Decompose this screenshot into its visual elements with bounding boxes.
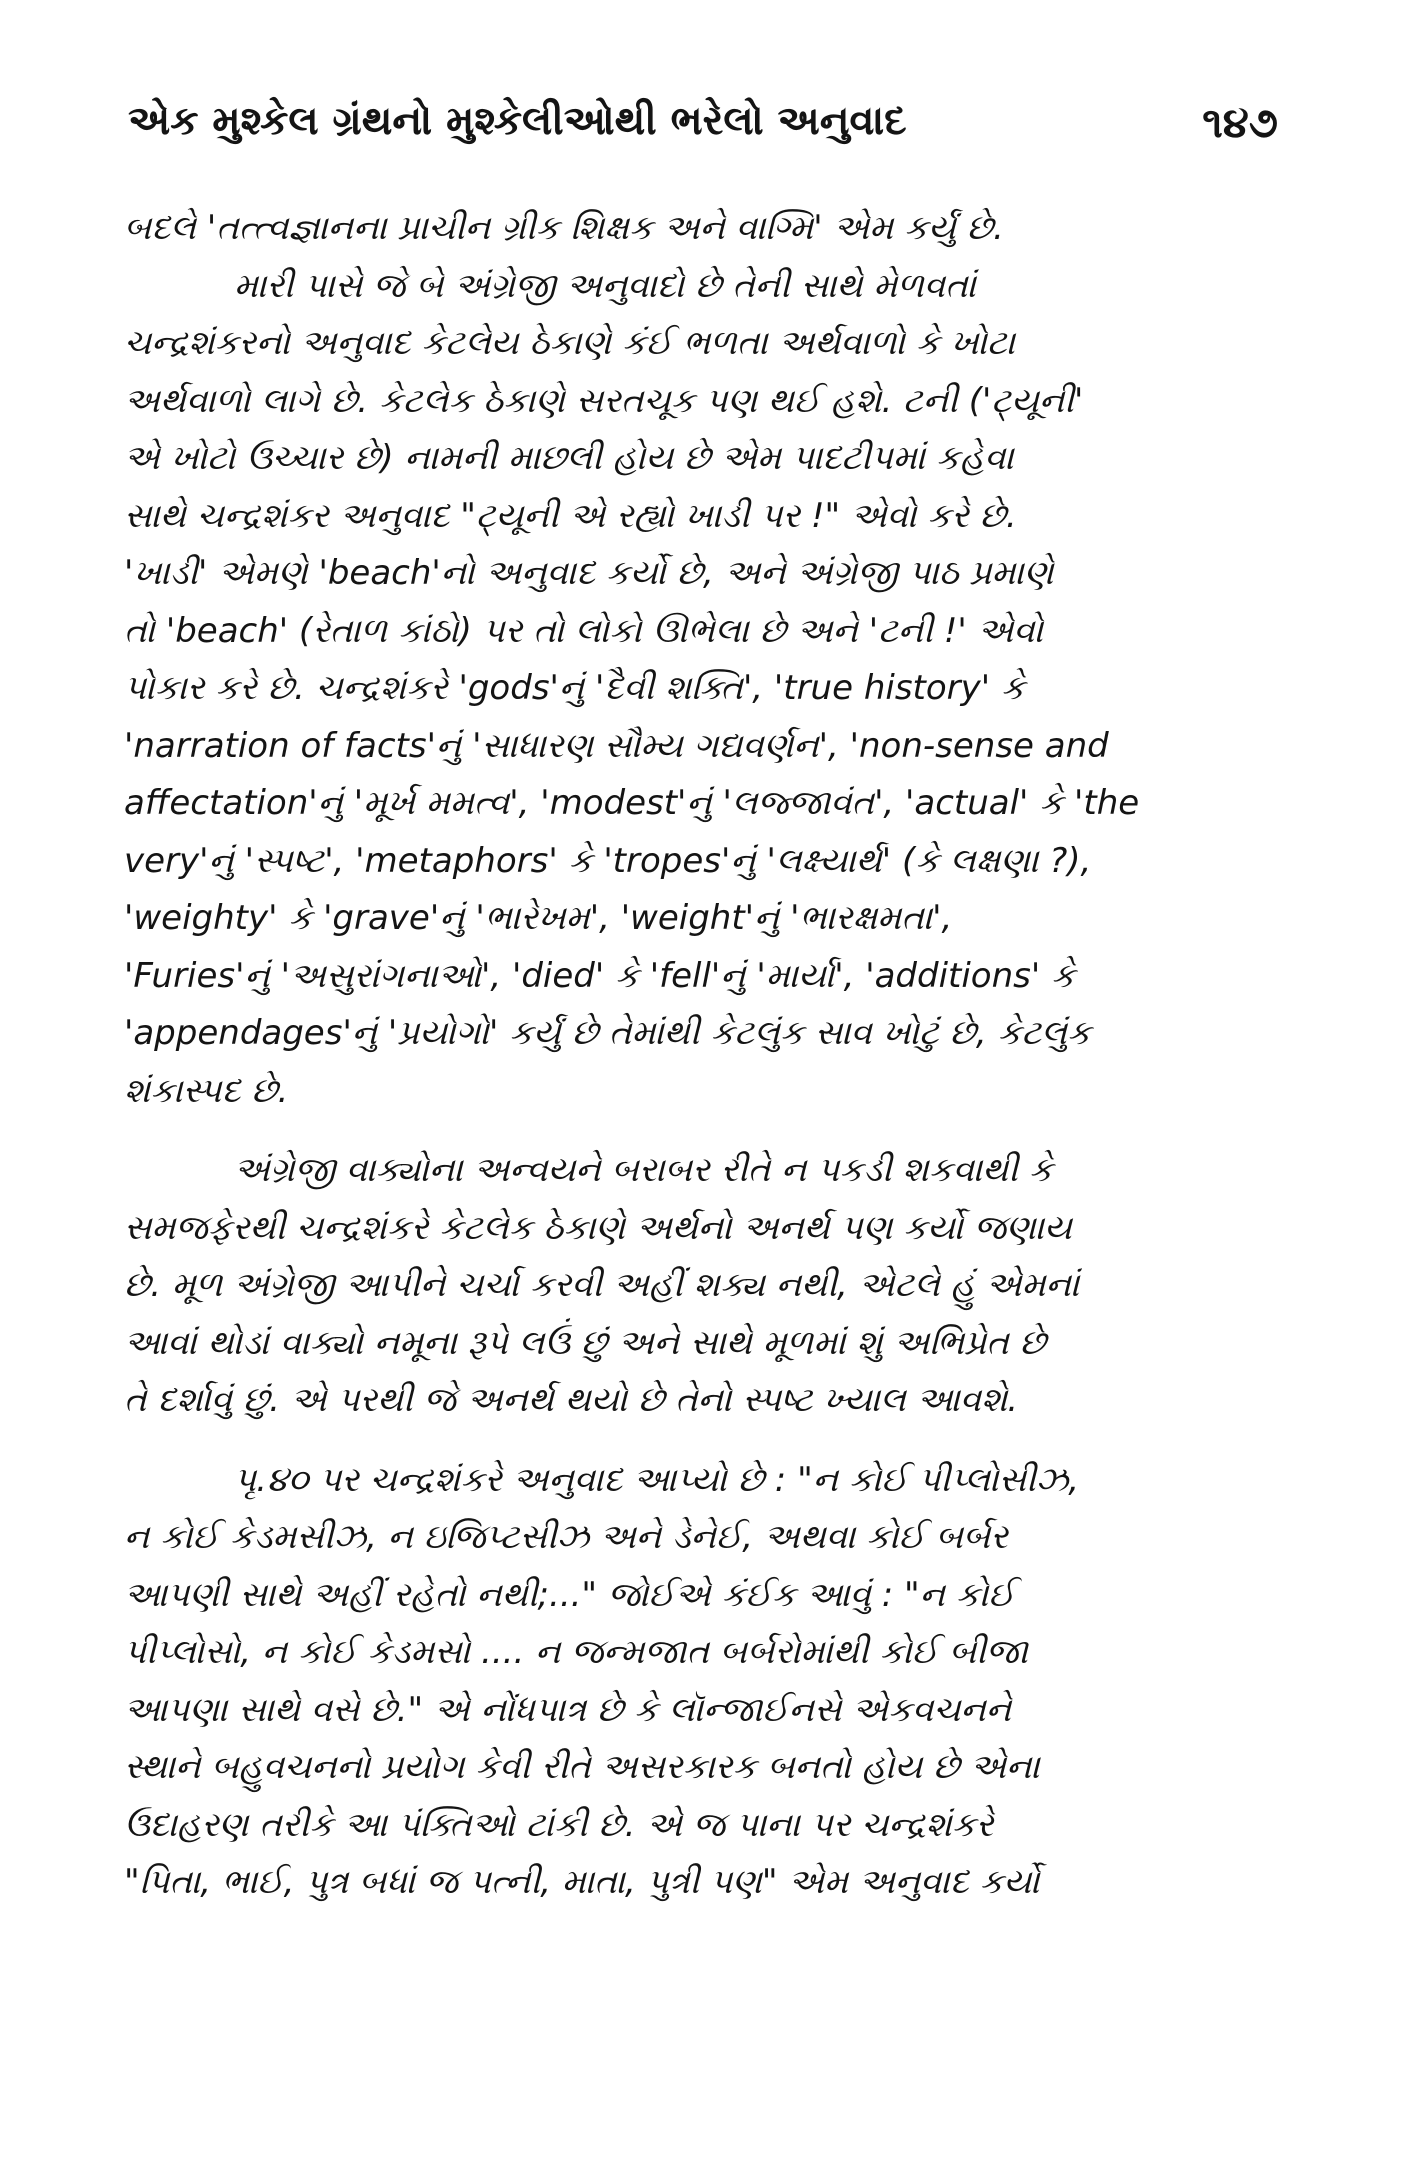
paragraph — [124, 1452, 1284, 1912]
text-line: 'weighty' કે 'grave'નું 'ભારેખમ', 'weight'નું 'ભારક્ષમતા', — [124, 898, 953, 938]
text-line: પીપ્લોસો, ન કોઈ કેડમસો .... ન જન્મજાત બર્બરોમાંથી કોઈ બીજા — [124, 1632, 1029, 1672]
text-line: સ્થાને બહુવચનનો પ્રયોગ કેવી રીતે અસરકારક બનતો હોય છે એના — [124, 1747, 1040, 1787]
text-line: એ ખોટો ઉચ્ચાર છે) નામની માછલી હોય છે એમ પાદટીપમાં કહેવા — [124, 438, 1014, 478]
page-header — [128, 98, 1278, 162]
text-line: very'નું 'સ્પષ્ટ', 'metaphors' કે 'tropes'નું 'લક્ષ્યાર્થ' (કે લક્ષણા ?), — [124, 840, 1092, 881]
text-line: તે દર્શાવું છું. એ પરથી જે અનર્થ થયો છે તેનો સ્પષ્ટ ખ્યાલ આવશે. — [124, 1380, 1019, 1420]
text-line: "પિતા, ભાઈ, પુત્ર બધાં જ પત્ની, માતા, પુત્રી પણ" એમ અનુવાદ કર્યો — [124, 1862, 1040, 1902]
text-line: 'narration of facts'નું 'સાધારણ સૌમ્ય ગદ્યવર્ણન', 'non-sense and — [124, 725, 1109, 766]
text-line: છે. મૂળ અંગ્રેજી આપીને ચર્ચા કરવી અહીં શક્ય નથી, એટલે હું એમનાં — [124, 1265, 1080, 1305]
text-line: પોકાર કરે છે. ચન્દ્રશંકરે 'gods'નું 'દૈવી શક્તિ', 'true history' કે — [124, 668, 1025, 708]
paragraph-gap — [124, 1120, 1284, 1142]
text-line: affectation'નું 'મૂર્ખ મમત્વ', 'modest'નું 'લજ્જાવંત', 'actual' કે 'the — [124, 783, 1140, 823]
text-line: 'Furies'નું 'અસુરાંગનાઓ', 'died' કે 'fell'નું 'માર્યા', 'additions' કે — [124, 955, 1076, 996]
text-line: અર્થવાળો લાગે છે. કેટલેક ઠેકાણે સરતચૂક પણ થઈ હશે. ટની ('ટ્યૂની' — [124, 380, 1084, 421]
text-line: ચન્દ્રશંકરનો અનુવાદ કેટલેય ઠેકાણે કંઈ ભળતા અર્થવાળો કે ખોટા — [124, 323, 1016, 363]
text-line: આપણા સાથે વસે છે." એ નોંધપાત્ર છે કે લૉન્જાઈનસે એકવચનને — [124, 1689, 1012, 1730]
page-number: ૧૪૭ — [1202, 98, 1278, 147]
text-line: મારી પાસે જે બે અંગ્રેજી અનુવાદો છે તેની સાથે મેળવતાં — [234, 265, 976, 306]
text-line: બદલે 'તત્ત્વજ્ઞાનના પ્રાચીન ગ્રીક શિક્ષક અને વાગ્મિ' એમ કર્યું છે. — [124, 208, 1004, 248]
running-title: એક મુશ્કેલ ગ્રંથનો મુશ્કેલીઓથી ભરેલો અનુવાદ — [128, 98, 907, 144]
text-line: શંકાસ્પદ છે. — [124, 1070, 289, 1111]
text-line: 'ખાડી' એમણે 'beach'નો અનુવાદ કર્યો છે, અને અંગ્રેજી પાઠ પ્રમાણે — [124, 553, 1054, 593]
paragraph — [124, 1142, 1284, 1430]
body-text — [124, 200, 1284, 1912]
text-line: ઉદાહરણ તરીકે આ પંક્તિઓ ટાંકી છે. એ જ પાના પર ચન્દ્રશંકરે — [124, 1804, 994, 1845]
paragraph — [124, 200, 1284, 258]
paragraph-gap — [124, 1430, 1284, 1452]
text-line: અંગ્રેજી વાક્યોના અન્વયને બરાબર રીતે ન પકડી શકવાથી કે — [234, 1150, 1053, 1190]
text-line: સમજફેરથી ચન્દ્રશંકરે કેટલેક ઠેકાણે અર્થનો અનર્થ પણ કર્યો જણાય — [124, 1207, 1072, 1248]
paragraph — [124, 258, 1284, 1121]
text-line: 'appendages'નું 'પ્રયોગો' કર્યું છે તેમાંથી કેટલુંક સાવ ખોટું છે, કેટલુંક — [124, 1013, 1092, 1053]
text-line: પૃ.૪૦ પર ચન્દ્રશંકરે અનુવાદ આપ્યો છે : "ન કોઈ પીપ્લોસીઝ, — [234, 1459, 1080, 1500]
text-line: ન કોઈ કેડમસીઝ, ન ઇજિપ્ટસીઝ અને ડેનેઈ, અથવા કોઈ બર્બર — [124, 1517, 1008, 1557]
text-line: આપણી સાથે અહીં રહેતો નથી;..." જોઈએ કંઈક આવું : "ન કોઈ — [124, 1574, 1015, 1615]
text-line: તો 'beach' (રેતાળ કાંઠો) પર તો લોકો ઊભેલા છે અને 'ટની !' એવો — [124, 610, 1044, 651]
text-line: આવાં થોડાં વાક્યો નમૂના રૂપે લઉં છું અને સાથે મૂળમાં શું અભિપ્રેત છે — [124, 1322, 1046, 1363]
text-line: સાથે ચન્દ્રશંકર અનુવાદ "ટ્યૂની એ રહ્યો ખાડી પર !" એવો કરે છે. — [124, 495, 1017, 536]
